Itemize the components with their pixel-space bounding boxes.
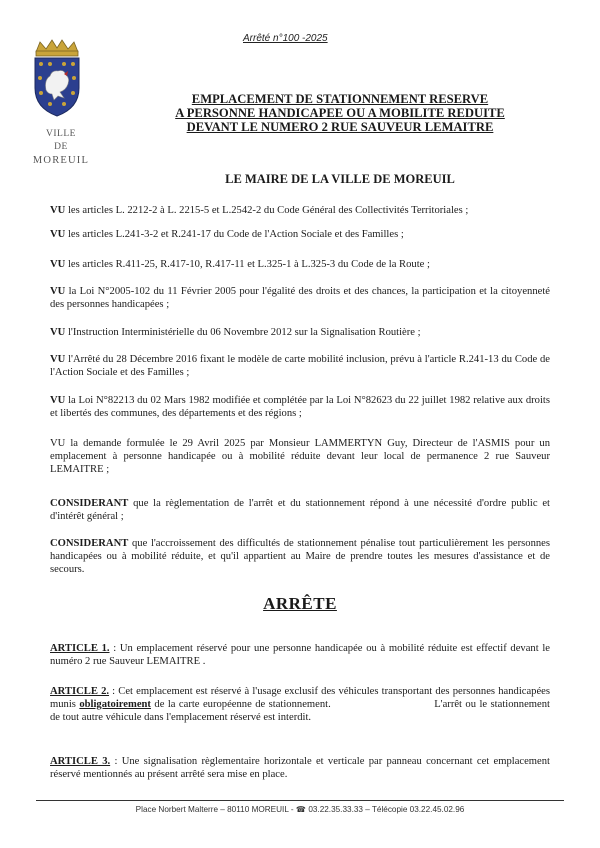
visa-text: la Loi N°82213 du 02 Mars 1982 modifiée et complétée par la Loi N°82623 du 22 juillet 1982 relative aux droits et libertés des communes, des départements et des régions ; <box>50 395 550 419</box>
visa-text: les articles R.411-25, R.417-10, R.417-11 et L.325-1 à L.325-3 du Code de la Route ; <box>65 259 430 270</box>
coat-of-arms-logo <box>30 38 84 118</box>
visa-paragraph <box>50 353 550 379</box>
considerant-paragraph <box>50 497 550 523</box>
visa-paragraph <box>50 437 550 476</box>
town-line-1: VILLE <box>46 129 76 139</box>
article-2-label: ARTICLE 2. <box>50 686 110 697</box>
visa-text: l'Instruction Interministérielle du 06 Novembre 2012 sur la Signalisation Routière ; <box>65 327 421 338</box>
article-3-text: : Une signalisation règlementaire horizontale et verticale par panneau concernant cet emplacement réservé mentionnés au présent arrêté sera mise en place. <box>50 756 550 780</box>
visa-paragraph <box>50 228 550 241</box>
visa-paragraph <box>50 285 550 311</box>
footer-address: Place Norbert Malterre – 80110 MOREUIL - ☎ 03.22.35.33.33 – Télécopie 03.22.45.02.96 <box>135 805 465 814</box>
town-line-2: DE <box>54 142 68 152</box>
visa-lead: VU <box>50 229 66 240</box>
title-line-2: A PERSONNE HANDICAPEE OU A MOBILITE REDUITE <box>175 106 505 120</box>
visa-paragraph <box>50 204 550 217</box>
article-1-text: : Un emplacement réservé pour une personne handicapée ou à mobilité réduite est effectif devant le numéro 2 rue Sauveur LEMAITRE . <box>50 643 550 667</box>
visa-text: la Loi N°2005-102 du 11 Février 2005 pour l'égalité des droits et des chances, la participation et la citoyenneté des personnes handicapées ; <box>50 286 550 310</box>
considerant-paragraph <box>50 537 550 576</box>
article-2-emphasis: obligatoirement <box>79 699 151 710</box>
considerant-lead: CONSIDERANT <box>50 538 129 549</box>
visa-lead: VU <box>50 259 66 270</box>
visa-lead: VU <box>50 286 66 297</box>
visa-paragraph <box>50 258 550 271</box>
visa-lead: VU <box>50 205 66 216</box>
title-line-3: DEVANT LE NUMERO 2 RUE SAUVEUR LEMAITRE <box>186 120 494 134</box>
visa-text: les articles L.241-3-2 et R.241-17 du Code de l'Action Sociale et des Familles ; <box>65 229 404 240</box>
footer-divider <box>36 800 564 801</box>
considerant-text: que la règlementation de l'arrêt et du stationnement répond à une nécessité d'ordre public et d'intérêt général ; <box>50 498 550 522</box>
article-2-text-3: L'arrêt ou le stationnement de tout autre véhicule dans l'emplacement réservé est interdit. <box>50 699 550 723</box>
arrete-number: Arrêté n°100 -2025 <box>243 33 328 44</box>
maire-heading: LE MAIRE DE LA VILLE DE MOREUIL <box>225 172 455 186</box>
visa-paragraph <box>50 394 550 420</box>
considerant-text: que l'accroissement des difficultés de stationnement pénalise tout particulièrement les personnes handicapées ou à mobilité réduite, et qu'il appartient au Maire de prendre toutes les mesures d'assistance et de secours. <box>50 538 550 575</box>
article-2-text: : Cet emplacement est réservé à l'usage exclusif des véhicules transportant des personnes handicapées munis <box>50 686 550 710</box>
article-1-label: ARTICLE 1. <box>50 643 110 654</box>
title-line-1: EMPLACEMENT DE STATIONNEMENT RESERVE <box>191 92 489 106</box>
article-2 <box>50 685 550 724</box>
arrete-heading: ARRÊTE <box>263 594 337 613</box>
visa-paragraph <box>50 326 550 339</box>
article-3 <box>50 755 550 781</box>
town-line-3: MOREUIL <box>32 155 90 166</box>
visa-lead: VU <box>50 354 66 365</box>
document-title <box>150 92 530 134</box>
considerant-lead: CONSIDERANT <box>50 498 129 509</box>
article-2-text-cont: de la carte européenne de stationnement. <box>150 699 331 710</box>
visa-text: l'Arrêté du 28 Décembre 2016 fixant le modèle de carte mobilité inclusion, prévu à l'article R.241-13 du Code de l'Action Sociale et des Familles ; <box>50 354 550 378</box>
article-3-label: ARTICLE 3. <box>50 756 111 767</box>
article-1 <box>50 642 550 668</box>
visa-lead: VU <box>50 327 66 338</box>
town-name <box>22 128 100 167</box>
visa-text: les articles L. 2212-2 à L. 2215-5 et L.2542-2 du Code Général des Collectivités Territoriales ; <box>65 205 469 216</box>
visa-lead: VU <box>50 395 66 406</box>
visa-text: VU la demande formulée le 29 Avril 2025 par Monsieur LAMMERTYN Guy, Directeur de l'ASMIS pour un emplacement à personne handicapée ou à mobilité réduite devant leur local de permanence 2 rue Sauveur LEMAITRE ; <box>50 438 550 475</box>
